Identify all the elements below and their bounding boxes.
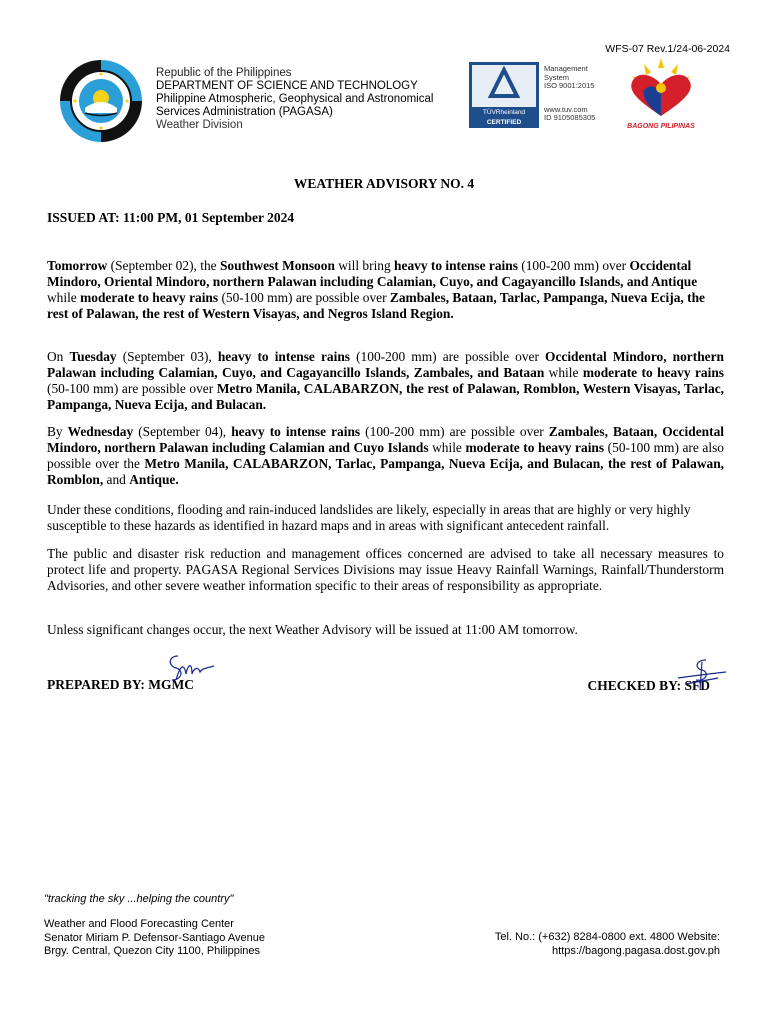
- checked-initials: SFD: [684, 678, 710, 693]
- p3-d: heavy to intense rains: [231, 424, 361, 439]
- iso-text: ISO 9001:2015: [544, 81, 595, 90]
- telephone-line: Tel. No.: (+632) 8284-0800 ext. 4800 Website:: [494, 931, 720, 943]
- p3-j: Metro Manila, CALABARZON, Tarlac, Pampanga, Nueva Ecija, and Bulacan, the rest of Palawan, Romblon,: [47, 456, 724, 487]
- p3-a: By: [47, 424, 68, 439]
- paragraph-conditions: Under these conditions, flooding and rain-induced landslides are likely, especially in areas that are highly or very highly susceptible to these hazards as identified in hazard maps and in areas with significant antecedent rainfall.: [47, 502, 691, 533]
- p1-g: Occidental Mindoro, Oriental Mindoro, northern Palawan including Calamian, Cuyo, and Cagayancillo Islands, and Antique: [47, 258, 698, 289]
- republic-line: Republic of the Philippines: [156, 67, 292, 79]
- contact-info: [495, 931, 720, 958]
- p3-h: moderate to heavy rains: [465, 440, 605, 455]
- agency-block: [156, 67, 433, 132]
- p1-e: heavy to intense rains: [394, 258, 518, 273]
- tuv-brand-text: TÜVRheinland: [482, 109, 526, 116]
- p1-i: moderate to heavy rains: [80, 290, 219, 305]
- issued-at: ISSUED AT: 11:00 PM, 01 September 2024: [47, 210, 295, 225]
- p2-h: moderate to heavy rains: [582, 365, 724, 380]
- p3-f: Zambales, Bataan, Occidental Mindoro, northern Palawan including Calamian and Cuyo Islands: [47, 424, 724, 455]
- p2-c: (September 03),: [116, 349, 218, 364]
- tuv-certified-text: CERTIFIED: [486, 119, 522, 126]
- p2-a: On: [47, 349, 70, 364]
- p3-c: (September 04),: [133, 424, 232, 439]
- p3-i: (50-100 mm) are also possible over the: [47, 440, 724, 471]
- paragraph-next-advisory: Unless significant changes occur, the next Weather Advisory will be issued at 11:00 AM tomorrow.: [47, 622, 578, 637]
- paragraph-wednesday: [47, 424, 724, 488]
- p3-l: Antique.: [129, 472, 179, 487]
- prepared-label: PREPARED BY:: [47, 677, 149, 692]
- address-line3: Brgy. Central, Quezon City 1100, Philippines: [44, 945, 261, 957]
- agency-name-line2: Services Administration (PAGASA): [156, 106, 333, 118]
- prepared-initials: MGMC: [148, 677, 194, 692]
- checked-signature: [672, 656, 728, 694]
- p3-e: (100-200 mm) are possible over: [360, 424, 549, 439]
- p1-d: will bring: [334, 258, 395, 273]
- office-address: [44, 918, 265, 959]
- tuv-certification-badge: [469, 62, 539, 128]
- p1-f: (100-200 mm) over: [517, 258, 630, 273]
- paragraph-tomorrow: [47, 258, 724, 322]
- p2-d: heavy to intense rains: [217, 349, 350, 364]
- p1-c: Southwest Monsoon: [219, 258, 335, 273]
- management-system-text: [544, 65, 595, 123]
- p2-b: Tuesday: [69, 349, 117, 364]
- p2-g: while: [544, 365, 583, 380]
- form-code: WFS-07 Rev.1/24-06-2024: [605, 43, 730, 55]
- checked-label: CHECKED BY:: [587, 678, 685, 693]
- p1-b: (September 02), the: [107, 258, 220, 273]
- p2-e: (100-200 mm) are possible over: [350, 349, 546, 364]
- p1-j: (50-100 mm) are possible over: [218, 290, 390, 305]
- p2-j: Metro Manila, CALABARZON, the rest of Palawan, Romblon, Western Visayas, Tarlac, Pampanga, Nueva Ecija, and Bulacan.: [47, 381, 724, 412]
- p3-g: while: [428, 440, 466, 455]
- website-link[interactable]: https://bagong.pagasa.dost.gov.ph: [552, 944, 720, 957]
- address-line2: Senator Miriam P. Defensor-Santiago Avenue: [44, 931, 265, 944]
- p1-k: Zambales, Bataan, Tarlac, Pampanga, Nueva Ecija, the rest of Palawan, the rest of Western Visayas, and Negros Island Region.: [47, 290, 705, 321]
- p2-f: Occidental Mindoro, northern Palawan including Calamian, Cuyo, and Cagayancillo Islands, Zambales, and Bataan: [47, 349, 724, 380]
- p3-k: and: [103, 472, 130, 487]
- bagong-pilipinas-logo: [620, 58, 702, 130]
- tagline: "tracking the sky ...helping the country": [44, 893, 234, 905]
- p1-a: Tomorrow: [47, 258, 108, 273]
- p2-i: (50-100 mm) are possible over: [47, 381, 217, 396]
- p3-b: Wednesday: [67, 424, 134, 439]
- paragraph-tuesday: [47, 349, 724, 413]
- division-line: Weather Division: [156, 119, 243, 131]
- paragraph-public-advice: The public and disaster risk reduction and management offices concerned are advised to take all necessary measures to protect life and property. PAGASA Regional Services Divisions may issue Heavy Rainfall Warnings, Rainfall/Thunderstorm Advisories, and other severe weather information specific to their areas of responsibility as appropriate.: [47, 546, 724, 593]
- advisory-title: WEATHER ADVISORY NO. 4: [293, 176, 475, 191]
- prepared-signature: [164, 650, 220, 690]
- p1-h: while: [47, 290, 81, 305]
- agency-name-line1: Philippine Atmospheric, Geophysical and Astronomical: [156, 93, 434, 105]
- mgmt-line2: System: [544, 72, 570, 82]
- tuv-url: www.tuv.com: [544, 104, 588, 114]
- mgmt-line1: Management: [544, 64, 588, 73]
- address-line1: Weather and Flood Forecasting Center: [44, 918, 234, 930]
- tuv-id: ID 9105085305: [544, 113, 596, 122]
- department-line: DEPARTMENT OF SCIENCE AND TECHNOLOGY: [156, 80, 418, 92]
- pagasa-logo: [55, 58, 147, 144]
- bagong-pilipinas-text: BAGONG PILIPINAS: [627, 123, 695, 130]
